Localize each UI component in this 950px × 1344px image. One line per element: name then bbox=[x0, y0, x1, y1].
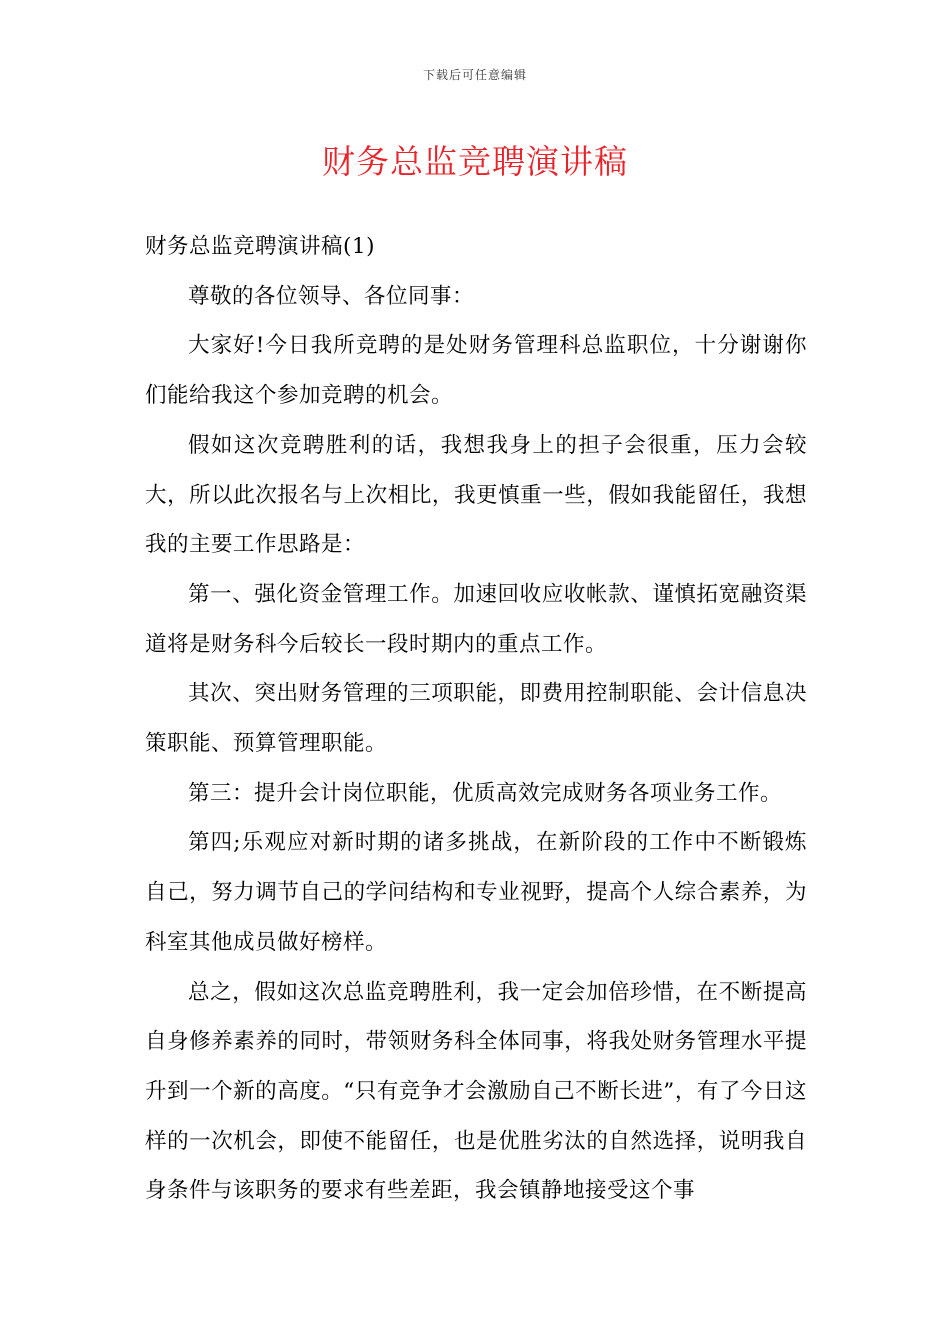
paragraph-greeting: 尊敬的各位领导、各位同事： bbox=[188, 283, 475, 309]
paragraph-intro: 大家好!今日我所竞聘的是处财务管理科总监职位，十分谢谢你们能给我这个参加竞聘的机会。 bbox=[145, 333, 807, 409]
paragraph-point-4: 第四;乐观应对新时期的诸多挑战，在新阶段的工作中不断锻炼自己，努力调节自己的学问结构和专业视野，提高个人综合素养，为科室其他成员做好榜样。 bbox=[145, 830, 807, 955]
paragraph-plan: 假如这次竞聘胜利的话，我想我身上的担子会很重，压力会较大，所以此次报名与上次相比，我更慎重一些，假如我能留任，我想我的主要工作思路是： bbox=[145, 432, 807, 558]
section-heading: 财务总监竞聘演讲稿(1) bbox=[145, 234, 375, 259]
document-title: 财务总监竞聘演讲稿 bbox=[322, 142, 628, 181]
document-body bbox=[145, 222, 807, 1216]
paragraph-conclusion: 总之，假如这次总监竞聘胜利，我一定会加倍珍惜，在不断提高自身修养素养的同时，带领财务科全体同事，将我处财务管理水平提升到一个新的高度。“只有竞争才会激励自己不断长进”，有了今日这样的一次机会，即使不能留任，也是优胜劣汰的自然选择，说明我自身条件与该职务的要求有些差距，我会镇静地接受这个事 bbox=[145, 979, 807, 1204]
paragraph-point-2: 其次、突出财务管理的三项职能，即费用控制职能、会计信息决策职能、预算管理职能。 bbox=[145, 681, 807, 757]
header-note: 下载后可任意编辑 bbox=[422, 68, 527, 82]
paragraph-point-1: 第一、强化资金管理工作。加速回收应收帐款、谨慎拓宽融资渠道将是财务科今后较长一段时期内的重点工作。 bbox=[145, 581, 807, 657]
paragraph-point-3: 第三：提升会计岗位职能，优质高效完成财务各项业务工作。 bbox=[188, 780, 783, 806]
